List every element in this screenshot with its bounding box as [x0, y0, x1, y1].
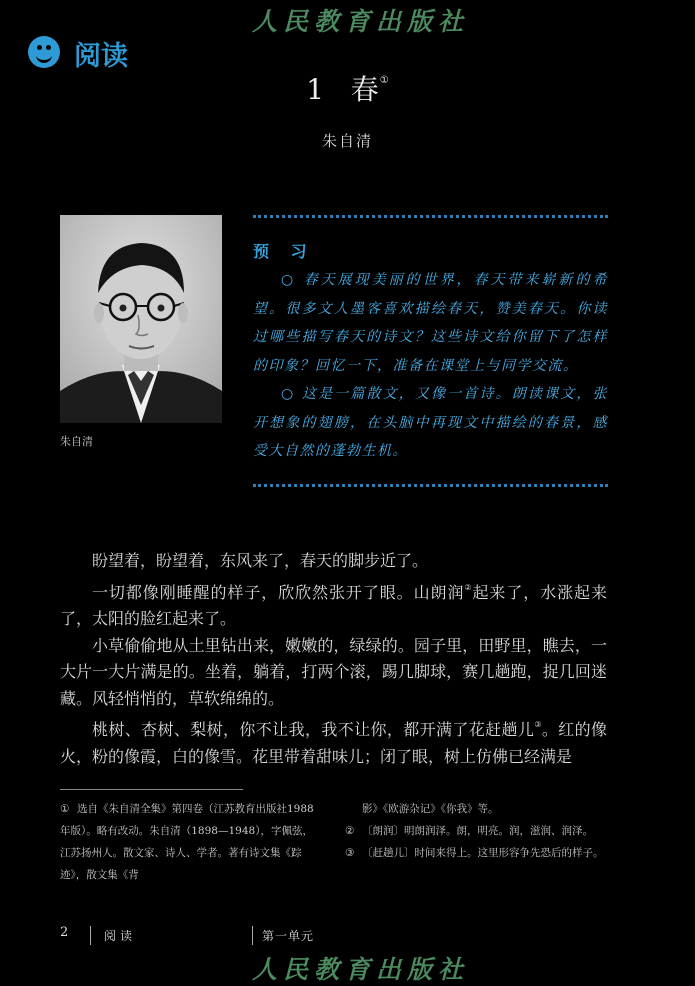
preview-divider-top — [253, 215, 608, 218]
portrait-photo — [60, 215, 222, 423]
reading-smiley-icon — [28, 36, 60, 68]
text-paragraph: 小草偷偷地从土里钻出来，嫩嫩的，绿绿的。园子里，田野里，瞧去，一大片一大片满是的。坐着，躺着，打两个滚，踢几脚球，赛几趟跑，捉几回迷藏。风轻悄悄的，草软绵绵的。 — [60, 635, 607, 708]
lesson-number: 1 — [306, 73, 325, 106]
text-segment: 。红的像火，粉的像霞，白的像雪。花里带着甜味儿；闭了眼，树上仿佛已经满是 — [60, 720, 607, 766]
section-label: 阅读 — [74, 41, 128, 72]
publisher-watermark-bottom: 人民教育出版社 — [252, 955, 470, 984]
footnote-mark: ② — [464, 582, 473, 592]
text-paragraph — [60, 712, 607, 770]
author-name: 朱自清 — [321, 132, 373, 150]
footer-divider — [90, 926, 91, 945]
lesson-title-text: 春 — [350, 73, 379, 106]
footnote-number: ① — [60, 803, 70, 815]
footnote-number: ② — [345, 825, 355, 837]
preview-heading: 预 习 — [253, 242, 315, 261]
preview-paragraph: ○ 春天展现美丽的世界，春天带来崭新的希望。很多文人墨客喜欢描绘春天，赞美春天。你读过哪些描写春天的诗文？这些诗文给你留下了怎样的印象？回忆一下，准备在课堂上与同学交流。 — [253, 272, 608, 374]
portrait-caption: 朱自清 — [60, 435, 93, 448]
footer-unit: 第一单元 — [262, 929, 315, 943]
text-segment: 起来了，水涨起来了，太阳的脸红起来了。 — [60, 582, 607, 628]
footnote-1-continued — [345, 798, 605, 820]
lesson-body — [60, 548, 607, 770]
footnote-mark: ③ — [534, 720, 542, 729]
preview-divider-bottom — [253, 484, 608, 487]
footnote-text: 〔朗润〕明朗润泽。朗，明亮。润，滋润、润泽。 — [362, 825, 593, 837]
footnote-number: ③ — [345, 847, 355, 859]
text-segment: 一切都像刚睡醒的样子，欣欣然张开了眼。山朗润 — [92, 582, 465, 602]
footnote-rule — [60, 789, 243, 790]
footnote-1 — [60, 798, 322, 886]
preview-box — [253, 266, 608, 466]
page-number: 2 — [60, 925, 69, 940]
text-paragraph: 盼望着，盼望着，东风来了，春天的脚步近了。 — [92, 551, 429, 570]
lesson-note-mark: ① — [379, 75, 389, 86]
publisher-watermark-top: 人民教育出版社 — [252, 7, 470, 36]
preview-paragraph: ○ 这是一篇散文，又像一首诗。朗读课文，张开想象的翅膀，在头脑中再现文中描绘的春景，感受大自然的蓬勃生机。 — [253, 386, 608, 459]
lesson-title — [0, 68, 695, 108]
footnote-2 — [345, 820, 607, 842]
text-paragraph — [60, 575, 607, 633]
footnote-text: 影》《欧游杂记》《你我》等。 — [362, 803, 499, 815]
footer-book-title: 阅读 — [104, 929, 137, 943]
author-portrait — [60, 215, 222, 423]
text-segment: 桃树、杏树、梨树，你不让我，我不让你，都开满了花赶趟儿 — [92, 720, 535, 739]
footer-divider — [252, 926, 253, 945]
footnote-text: 〔赶趟儿〕时间来得上。这里形容争先恐后的样子。 — [362, 847, 604, 859]
footnote-3 — [345, 842, 607, 864]
footnote-text: 选自《朱自清全集》第四卷（江苏教育出版社1988年版）。略有改动。朱自清（1898—1948），字佩弦，江苏扬州人。散文家、诗人、学者。著有诗文集《踪迹》，散文集《背 — [60, 803, 314, 881]
